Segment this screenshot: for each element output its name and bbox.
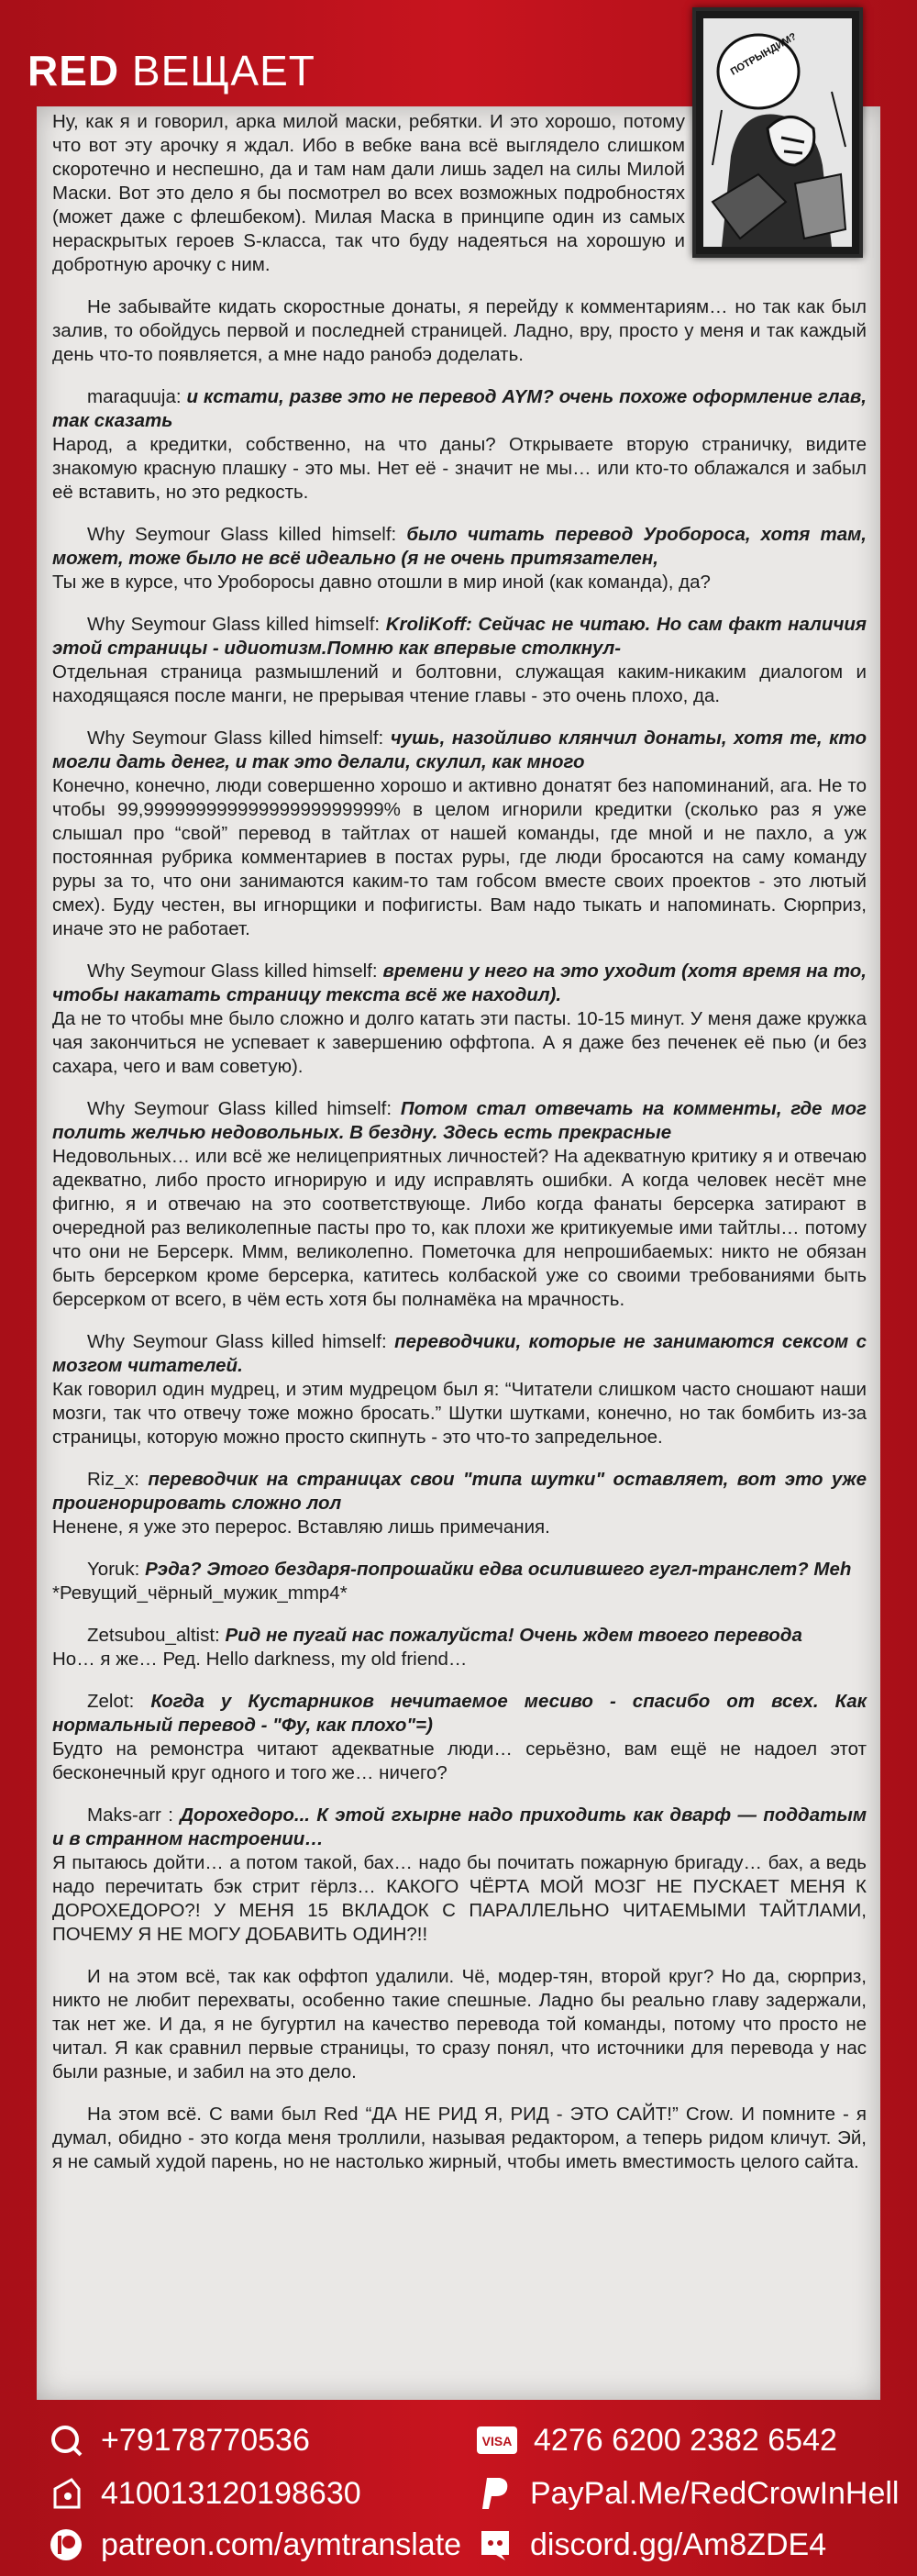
brand-label: RED [28,47,120,94]
comment-quote: времени у него на это уходит (хотя время на то, чтобы накатать страницу текста всё же находил). [52,960,867,1005]
paypal-link: PayPal.Me/RedCrowInHell [530,2475,900,2511]
reply-text: Ненене, я уже это перерос. Вставляю лишь примечания. [52,1516,550,1538]
comment-author: Why Seymour Glass killed himself: [87,1098,392,1119]
visa-card-number: 4276 6200 2382 6542 [534,2422,837,2458]
yandex-wallet: 410013120198630 [101,2475,361,2511]
qiwi-contact[interactable] [48,2422,310,2459]
paypal-icon [477,2475,514,2512]
article-body [52,110,867,2193]
comment-block [52,613,867,708]
reply-text: Народ, а кредитки, собственно, на что даны? Открываете вторую страничку, видите знакомую красную плашку - это мы. Нет её - значит не мы… или кто-то облажался и забыл её вставить, но это редкость. [52,434,867,503]
paragraph-text: И на этом всё, так как оффтоп удалили. Чё, модер-тян, второй круг? Но да, сюрприз, никто не любит перехваты, особенно такие спешные. Ладно бы реально главу задержали, так нет же. И да, я не бугуртил на качество перевода той команды, потому что просто не читал. Я как сравнил первые страницы, то сразу понял, что источники для перевода у нас были разные, и забил на это дело. [52,1966,867,2082]
title-label: ВЕЩАЕТ [131,47,315,94]
reply-text: Будто на ремонстра читают адекватные люди… серьёзно, вам ещё не надоел этот бесконечный круг одного и того же… ничего? [52,1738,867,1783]
reply-text: Отдельная страница размышлений и болтовни, служащая каким-никаким диалогом и находящаяся после манги, не прерывая чтение главы - это очень плохо, да. [52,661,867,706]
discord-link: discord.gg/Am8ZDE4 [530,2526,827,2562]
comment-block [52,523,867,594]
comment-author: Riz_x: [87,1469,139,1490]
comment-block [52,960,867,1079]
svg-text:VISA: VISA [481,2434,513,2448]
comment-quote: было читать перевод Уробороса, хотя там, может, тоже было не всё идеально (я не очень притязателен, [52,524,867,569]
qiwi-icon [48,2422,84,2459]
visa-contact[interactable] [477,2422,837,2459]
comment-block [52,727,867,941]
discord-icon [477,2526,514,2563]
comment-block [52,1804,867,1947]
comment-quote: переводчики, которые не занимаются сексом с мозгом читателей. [52,1331,867,1376]
comment-author: Zelot: [87,1691,135,1712]
comment-quote: Когда у Кустарников нечитаемое месиво - спасибо от всех. Как нормальный перевод - "Фу, как плохо"=) [52,1691,867,1736]
comment-author: Maks-arr : [87,1804,173,1826]
yandex-money-icon [48,2475,84,2512]
comment-block [52,1330,867,1449]
comment-author: Zetsubou_altist: [87,1625,220,1646]
comment-block [52,385,867,505]
reply-text: Но… я же… Ред. Hello darkness, my old friend… [52,1649,468,1670]
comment-block [52,1558,867,1605]
reply-text: Конечно, конечно, люди совершенно хорошо и активно донатят без напоминаний, ага. Не то чтобы 99,99999999999999999999999% в целом игнорили кредитки (сколько раз я уже слышал про “свой” перевод в тайтлах от нашей команды, где мной и не пахло, а уж постоянная рубрика комментариев в постах руры, где люди бросаются на саму команду руры за то, что они занимаются каким-то там гобсом вместе своих проектов - это лютый смех). Буду честен, вы игнорщики и пофигисты. Вам надо тыкать и напоминать. Сюрприз, иначе это не работает. [52,775,867,939]
patreon-link: patreon.com/aymtranslate [101,2526,462,2562]
reply-text: Как говорил один мудрец, и этим мудрецом был я: “Читатели слишком часто сношают наши мозги, так что отвечу тоже можно бросать.” Шутки шутками, конечно, но так бомбить из-за страницы, которую можно просто скипнуть - это что-то запредельное. [52,1379,867,1448]
comment-author: Why Seymour Glass killed himself: [87,614,381,635]
paragraph [52,1965,867,2084]
qiwi-number: +79178770536 [101,2422,310,2458]
patreon-contact[interactable] [48,2526,461,2563]
paypal-contact[interactable] [477,2475,900,2512]
reply-text: Да не то чтобы мне было сложно и долго катать эти пасты. 10-15 минут. У меня даже кружка чая закончиться не успевает к завершению оффтопа. А я даже без печенек её пью (и без сахара, чего и вам советую). [52,1008,867,1077]
paragraph [52,110,685,277]
patreon-icon [48,2526,84,2563]
paragraph-text: На этом всё. С вами был Red “ДА НЕ РИД Я, РИД - ЭТО САЙТ!” Crow. И помните - я думал, обидно - это когда меня троллили, называя редактором, а теперь ридом кличут. Эй, я не самый худой парень, но не настолько жирный, чтобы иметь вместимость целого сайта. [52,2104,867,2172]
comic-caption: ПОТРЫНДИМ? [728,30,799,78]
paragraph [52,295,867,367]
comment-author: Why Seymour Glass killed himself: [87,1331,387,1352]
reply-text: Ты же в курсе, что Уроборосы давно отошли в мир иной (как команда), да? [52,572,711,593]
comment-quote: Дорохедоро... К этой гхырне надо приходить как дварф — поддатым и в странном настроении… [52,1804,867,1849]
comment-block [52,1468,867,1539]
comment-author: Why Seymour Glass killed himself: [87,727,384,749]
paragraph-text: Ну, как я и говорил, арка милой маски, ребятки. И это хорошо, потому что вот эту арочку я ждал. Ибо в вебке вана всё выглядело слишком скоротечно и неспешно, да и там нам дали лишь задел на силы Милой Маски. Вот это дело я бы посмотрел во всех возможных подробностях (может даже с флешбеком). Милая Маска в принципе один из самых нераскрытых героев S-класса, так что буду надеяться на хорошую и добротную арочку с ним. [52,111,685,275]
paragraph [52,2103,867,2174]
visa-icon [477,2422,517,2459]
comment-quote: KroliKoff: Сейчас не читаю. Но сам факт наличия этой страницы - идиотизм.Помню как впервые столкнул- [52,614,867,659]
paragraph-text: Не забывайте кидать скоростные донаты, я перейду к комментариям… но так как был залив, то обойдусь первой и последней страницей. Ладно, вру, просто у меня и так каждый день что-то появляется, а мне надо ранобэ доделать. [52,296,867,365]
yandex-contact[interactable] [48,2475,361,2512]
comment-quote: переводчик на страницах свои "типа шутки" оставляет, вот это уже проигнорировать сложно лол [52,1469,867,1514]
comment-quote: Потом стал отвечать на комменты, где мог полить желчью недовольных. В бездну. Здесь есть прекрасные [52,1098,867,1143]
comment-quote: и кстати, разве это не перевод AYM? очень похоже оформление глав, так сказать [52,386,867,431]
reply-text: Я пытаюсь дойти… а потом такой, бах… надо бы почитать пожарную бригаду… бах, а ведь надо перечитать бэк стрит гёрлз… КАКОГО ЧЁРТА МОЙ МОЗГ НЕ ПУСКАЕТ МЕНЯ К ДОРОХЕДОРО?! У МЕНЯ 15 ВКЛАДОК С ПАРАЛЛЕЛЬНО ЧИТАЕМЫМИ ТАЙТЛАМИ, ПОЧЕМУ Я НЕ МОГУ ДОБАВИТЬ ОДИН?!! [52,1852,867,1945]
comment-block [52,1624,867,1671]
comment-block [52,1690,867,1785]
comment-block [52,1097,867,1312]
comment-quote: чушь, назойливо клянчил донаты, хотя те, кто могли дать денег, и так это делали, скулил, как много [52,727,867,772]
comment-quote: Рэда? Этого бездаря-попрошайки едва осилившего гугл-транслет? Meh [145,1559,852,1580]
comment-author: Yoruk: [87,1559,140,1580]
comment-author: Why Seymour Glass killed himself: [87,524,397,545]
page-title [28,46,315,101]
donation-footer [0,2396,917,2576]
comment-quote: Рид не пугай нас пожалуйста! Очень ждем твоего перевода [225,1625,802,1646]
discord-contact[interactable] [477,2526,826,2563]
reply-text: Недовольных… или всё же нелицеприятных личностей? На адекватную критику я и отвечаю адекватно, либо просто игнорирую и иду исправлять ошибки. А когда человек несёт мне фигню, я и отвечаю на это соответствующе. Либо когда фанаты берсерка затирают в очередной раз великолепные пасты про то, как плохи же критикуемые ими тайтлы… потому что они не Берсерк. Ммм, великолепно. Пометочка для непрошибаемых: никто не обязан быть берсерком кроме берсерка, катитесь колбаской уже со своими требованиями быть берсерком от всего, в чём есть хотя бы полнамёка на мрачность. [52,1146,867,1310]
reply-text: *Ревущий_чёрный_мужик_mmp4* [52,1582,348,1604]
comment-author: maraquuja: [87,386,182,407]
comment-author: Why Seymour Glass killed himself: [87,960,378,982]
